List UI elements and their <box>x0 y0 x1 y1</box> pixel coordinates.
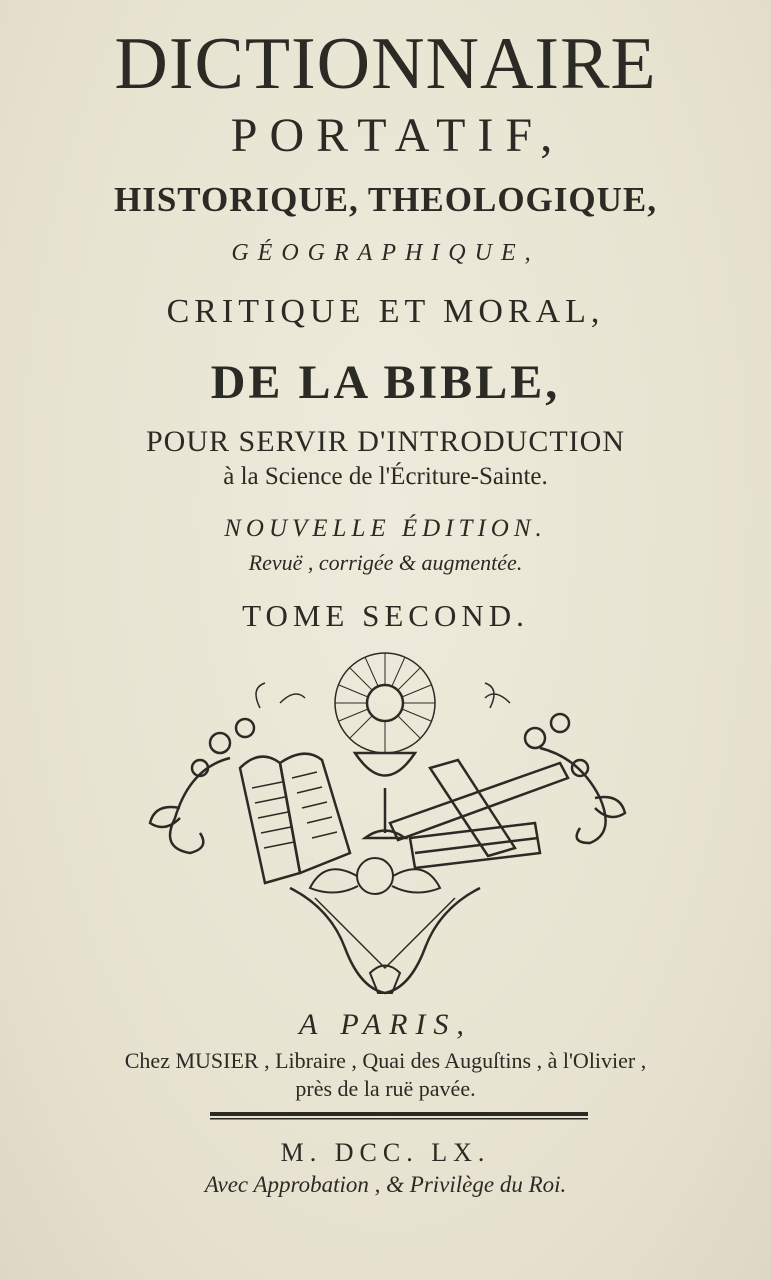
double-rule-divider <box>210 1112 588 1120</box>
cartouche-base-icon <box>290 888 480 993</box>
volume-line: TOME SECOND. <box>242 598 529 633</box>
edition-line: NOUVELLE ÉDITION. <box>224 515 547 542</box>
edition-note: Revuë , corrigée & augmentée. <box>248 550 523 575</box>
book-title: DICTIONNAIRE <box>114 23 657 105</box>
tablets-icon <box>240 754 350 883</box>
imprint-city: A PARIS, <box>299 1008 472 1041</box>
subtitle-bible: DE LA BIBLE, <box>210 356 561 409</box>
floral-flourish-icon <box>150 683 625 853</box>
subtitle-critique: CRITIQUE ET MORAL, <box>166 293 605 330</box>
imprint-address: près de la ruë pavée. <box>295 1076 476 1101</box>
subtitle-historique: HISTORIQUE, THEOLOGIQUE, <box>113 180 657 219</box>
purpose-line: POUR SERVIR D'INTRODUCTION <box>145 425 626 458</box>
publication-year: M. DCC. LX. <box>280 1138 491 1167</box>
religious-vignette-ornament <box>140 648 630 998</box>
privilege-line: Avec Approbation , & Privilège du Roi. <box>204 1172 567 1197</box>
cross-icon <box>390 760 568 856</box>
cherub-icon <box>310 858 440 894</box>
monstrance-sunburst-icon <box>335 653 435 753</box>
subtitle-geographique: GÉOGRAPHIQUE, <box>231 240 540 266</box>
purpose-line-2: à la Science de l'Écriture-Sainte. <box>223 463 548 490</box>
subtitle-portatif: PORTATIF, <box>230 109 565 162</box>
chalice-icon <box>355 753 415 838</box>
imprint-publisher: Chez MUSIER , Libraire , Quai des Auguſtins , à l'Olivier , <box>124 1048 647 1073</box>
